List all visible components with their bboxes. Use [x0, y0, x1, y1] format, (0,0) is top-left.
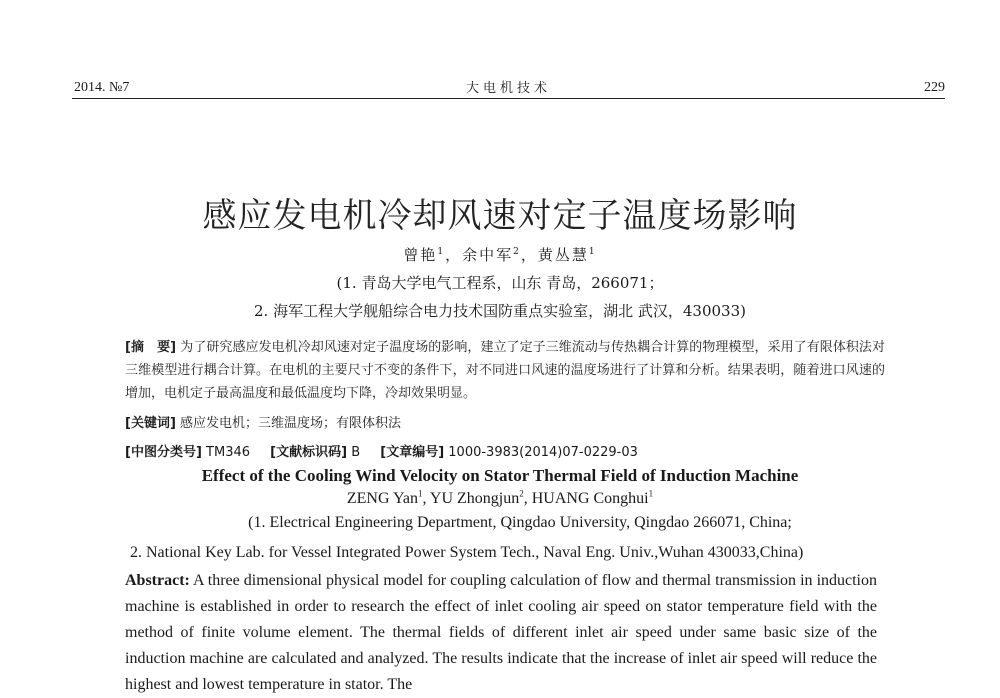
- author-cn-2: 余中军: [462, 246, 514, 264]
- keywords-cn-text: 感应发电机；三维温度场；有限体积法: [180, 416, 402, 431]
- author-cn-3: 黄丛慧: [537, 246, 589, 264]
- author-en-1-affil: 1: [418, 488, 423, 499]
- affiliation-cn-2: 2. 海军工程大学舰船综合电力技术国防重点实验室，湖北 武汉，430033): [254, 302, 746, 320]
- journal-name: 大电机技术: [465, 80, 551, 95]
- authors-chinese: [0, 244, 1000, 265]
- author-separator: ，: [520, 246, 538, 264]
- title-english: Effect of the Cooling Wind Velocity on Stator Thermal Field of Induction Machine: [201, 466, 799, 485]
- abstract-cn-label: [摘 要]: [125, 340, 177, 355]
- classification-line: [125, 441, 885, 460]
- abstract-cn-text: 为了研究感应发电机冷却风速对定子温度场的影响，建立了定子三维流动与传热耦合计算的物理模型，采用了有限体积法对三维模型进行耦合计算。在电机的主要尺寸不变的条件下，对不同进口风速的温度场进行了计算和分析。结果表明，随着进口风速的增加，电机定子最高温度和最低温度均下降，冷却效果明显。: [125, 340, 885, 401]
- article-id-label: [文章编号]: [380, 445, 445, 460]
- clc-label: [中图分类号]: [125, 445, 202, 460]
- author-en-3: HUANG Conghui: [531, 490, 649, 507]
- authors-english: [0, 490, 1000, 508]
- author-en-3-affil: 1: [648, 488, 654, 499]
- abstract-en-label: Abstract:: [125, 572, 190, 589]
- keywords-chinese: [125, 412, 885, 431]
- author-cn-2-affil: 2: [513, 247, 521, 257]
- author-separator: ,: [422, 490, 430, 507]
- title-chinese: 感应发电机冷却风速对定子温度场影响: [202, 196, 798, 236]
- keywords-cn-label: [关键词]: [125, 416, 176, 431]
- article-id-value: 1000-3983(2014)07-0229-03: [448, 445, 638, 460]
- abstract-en-text: A three dimensional physical model for coupling calculation of flow and thermal transmission in induction machine is established in order to research the effect of inlet cooling air speed on stator temperature field with the method of finite volume element. The thermal fields of different inlet air speed under same basic size of the induction machine are calculated and analyzed. The results indicate that the increase of inlet air speed will reduce the highest and lowest temperature in stator. The: [125, 572, 878, 693]
- author-separator: ,: [523, 490, 532, 507]
- affiliation-cn-1: (1. 青岛大学电气工程系，山东 青岛，266071；: [336, 274, 664, 292]
- affiliation-en-2: 2. National Key Lab. for Vessel Integrated Power System Tech., Naval Eng. Univ.,Wuhan 430033,China): [130, 544, 804, 561]
- author-separator: ，: [445, 246, 463, 264]
- issue-number: 2014. №7: [74, 80, 130, 95]
- doc-code-value: B: [351, 445, 361, 460]
- page-number: 229: [924, 80, 945, 95]
- author-en-2: YU Zhongjun: [429, 490, 520, 507]
- affiliation-en-1: (1. Electrical Engineering Department, Qingdao University, Qingdao 266071, China;: [248, 514, 792, 531]
- author-cn-1: 曾艳: [403, 246, 438, 264]
- running-header: [72, 80, 945, 99]
- abstract-english: [125, 568, 877, 698]
- author-en-1: ZENG Yan: [346, 490, 418, 507]
- author-en-2-affil: 2: [519, 488, 524, 499]
- author-cn-1-affil: 1: [437, 247, 446, 257]
- abstract-chinese: [125, 336, 885, 405]
- doc-code-label: [文献标识码]: [270, 445, 348, 460]
- clc-value: TM346: [206, 445, 251, 460]
- author-cn-3-affil: 1: [588, 247, 597, 257]
